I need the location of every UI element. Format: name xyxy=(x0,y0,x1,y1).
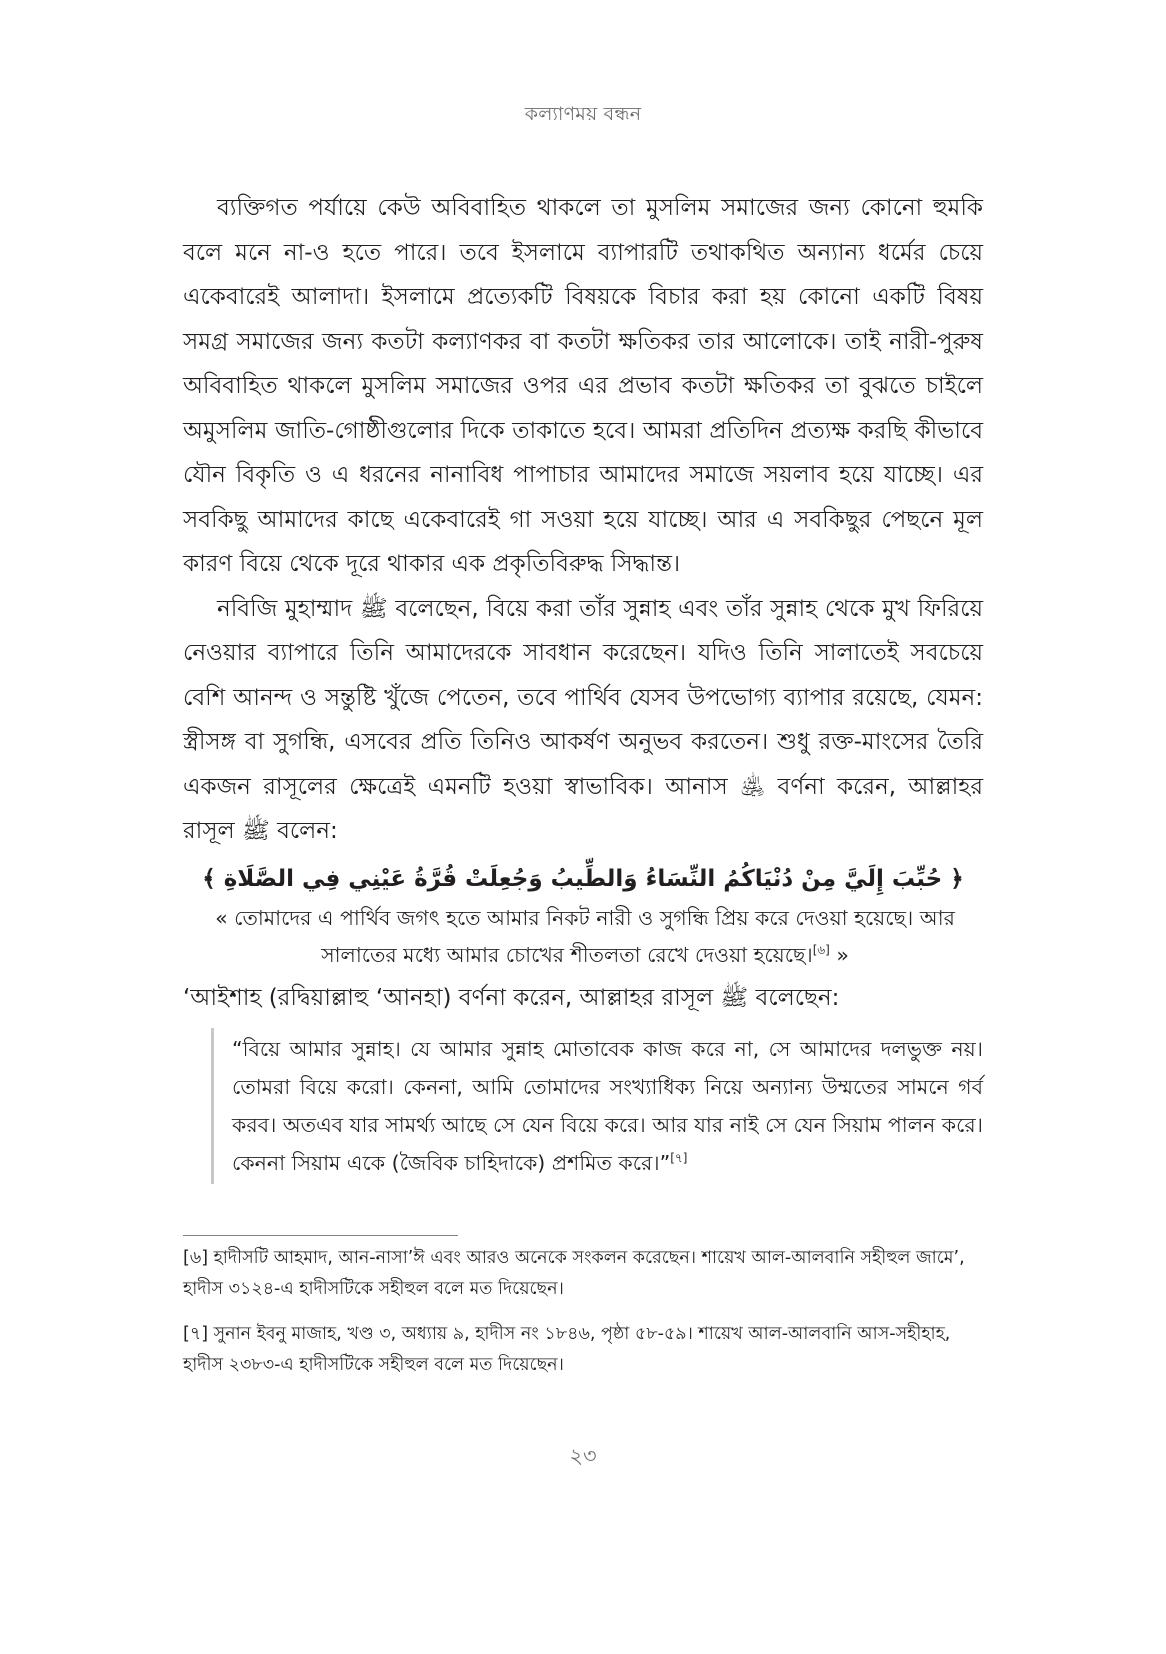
hadith-blockquote xyxy=(211,1028,983,1184)
footnote-7: [৭] সুনান ইবনু মাজাহ, খণ্ড ৩, অধ্যায় ৯, হাদীস নং ১৮৪৬, পৃষ্ঠা ৫৮-৫৯। শায়েখ আল-আলবানি আস-সহীহাহ, হাদীস ২৩৮৩-এ হাদীসটিকে সহীহুল বলে মত দিয়েছেন। xyxy=(183,1324,951,1375)
arabic-hadith: ﴿ حُبِّبَ إِلَيَّ مِنْ دُنْيَاكُمُ النِّسَاءُ وَالطِّيبُ وَجُعِلَتْ قُرَّةُ عَيْنِي فِي الصَّلَاةِ ﴾ xyxy=(202,865,964,892)
translation-text: « তোমাদের এ পার্থিব জগৎ হতে আমার নিকট নারী ও সুগন্ধি প্রিয় করে দেওয়া হয়েছে। আর সালাতের মধ্যে আমার চোখের শীতলতা রেখে দেওয়া হয়েছে। xyxy=(215,905,955,967)
footnotes xyxy=(183,1243,983,1395)
footnote-ref-7: [৭] xyxy=(670,1150,688,1165)
footnote-6: [৬] হাদীসটি আহমাদ, আন-নাসা’ঈ এবং আরও অনেকে সংকলন করেছেন। শায়েখ আল-আলবানি সহীহুল জামে’, হাদীস ৩১২৪-এ হাদীসটিকে সহীহুল বলে মত দিয়েছেন। xyxy=(183,1248,965,1299)
hadith-translation xyxy=(213,900,957,974)
aisha-intro: ‘আইশাহ (রদ্বিয়াল্লাহু ‘আনহা) বর্ণনা করেন, আল্লাহর রাসূল ﷺ বলেছেন: xyxy=(183,984,840,1011)
main-body xyxy=(183,186,983,1184)
running-header: কল্যাণময় বন্ধন xyxy=(524,103,642,125)
paragraph-1: ব্যক্তিগত পর্যায়ে কেউ অবিবাহিত থাকলে তা মুসলিম সমাজের জন্য কোনো হুমকি বলে মনে না-ও হতে পারে। তবে ইসলামে ব্যাপারটি তথাকথিত অন্যান্য ধর্মের চেয়ে একেবারেই আলাদা। ইসলামে প্রত্যেকটি বিষয়কে বিচার করা হয় কোনো একটি বিষয় সমগ্র সমাজের জন্য কতটা কল্যাণকর বা কতটা ক্ষতিকর তার আলোকে। তাই নারী-পুরুষ অবিবাহিত থাকলে মুসলিম সমাজের ওপর এর প্রভাব কতটা ক্ষতিকর তা বুঝতে চাইলে অমুসলিম জাতি-গোষ্ঠীগুলোর দিকে তাকাতে হবে। আমরা প্রতিদিন প্রত্যক্ষ করছি কীভাবে যৌন বিকৃতি ও এ ধরনের নানাবিধ পাপাচার আমাদের সমাজে সয়লাব হয়ে যাচ্ছে। এর সবকিছু আমাদের কাছে একেবারেই গা সওয়া হয়ে যাচ্ছে। আর এ সবকিছুর পেছনে মূল কারণ বিয়ে থেকে দূরে থাকার এক প্রকৃতিবিরুদ্ধ সিদ্ধান্ত। xyxy=(183,195,983,577)
footnote-divider xyxy=(183,1235,458,1236)
footnote-ref-6: [৬] xyxy=(812,942,830,957)
paragraph-2: নবিজি মুহাম্মাদ ﷺ বলেছেন, বিয়ে করা তাঁর সুন্নাহ এবং তাঁর সুন্নাহ থেকে মুখ ফিরিয়ে নেওয়ার ব্যাপারে তিনি আমাদেরকে সাবধান করেছেন। যদিও তিনি সালাতেই সবচেয়ে বেশি আনন্দ ও সন্তুষ্টি খুঁজে পেতেন, তবে পার্থিব যেসব উপভোগ্য ব্যাপার রয়েছে, যেমন: স্ত্রীসঙ্গ বা সুগন্ধি, এসবের প্রতি তিনিও আকর্ষণ অনুভব করতেন। শুধু রক্ত-মাংসের তৈরি একজন রাসূলের ক্ষেত্রেই এমনটি হওয়া স্বাভাবিক। আনাস ﵁ বর্ণনা করেন, আল্লাহর রাসূল ﷺ বলেন: xyxy=(183,595,983,844)
quote-text: “বিয়ে আমার সুন্নাহ। যে আমার সুন্নাহ মোতাবেক কাজ করে না, সে আমাদের দলভুক্ত নয়। তোমরা বিয়ে করো। কেননা, আমি তোমাদের সংখ্যাধিক্য নিয়ে অন্যান্য উম্মতের সামনে গর্ব করব। অতএব যার সামর্থ্য আছে সে যেন বিয়ে করে। আর যার নাই সে যেন সিয়াম পালন করে। কেননা সিয়াম একে (জৈবিক চাহিদাকে) প্রশমিত করে।” xyxy=(232,1036,983,1175)
translation-close: » xyxy=(829,942,849,967)
page-number: ২৩ xyxy=(569,1444,597,1468)
